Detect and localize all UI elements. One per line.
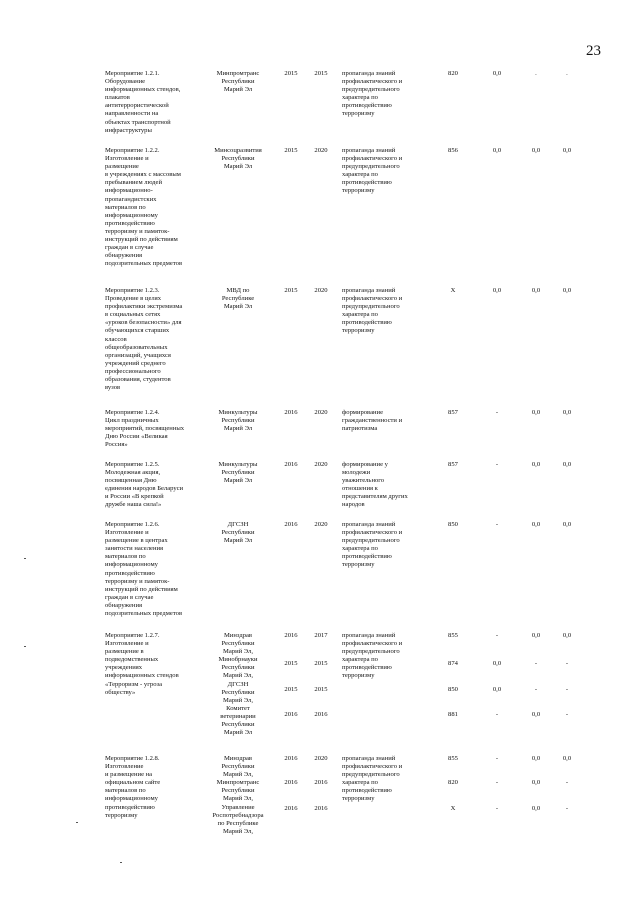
text-line: терроризму [342, 795, 375, 803]
text-line: гражданственности и [342, 417, 403, 425]
text-line: профилактического и [342, 529, 403, 537]
text-line: Марий Эл, [223, 771, 253, 779]
text-line: Цикл праздничных [105, 417, 159, 425]
text-line: размещение в [105, 648, 144, 656]
value-cell: 0,0 [531, 147, 541, 154]
text-line: профилактического и [342, 295, 403, 303]
value-cell: - [565, 660, 569, 667]
text-line: противодействию [105, 219, 155, 227]
value-cell: 0,0 [562, 521, 572, 528]
text-line: подозрительных предметов [105, 260, 183, 268]
text-line: и России «В крепкой [105, 493, 164, 501]
value-cell: 0,0 [492, 660, 502, 667]
text-line: пропаганда знаний [342, 70, 396, 77]
text-line: Республики [221, 78, 255, 86]
text-line: Мероприятие 1.2.5. [105, 461, 160, 468]
value-cell: - [495, 711, 499, 718]
text-line: мероприятий, посвященных [105, 425, 185, 433]
text-line: материалов по [105, 787, 146, 795]
text-line: Мероприятие 1.2.1. [105, 70, 160, 77]
text-line: информационных стендов [105, 672, 179, 680]
text-line: Мероприятие 1.2.8. [105, 755, 160, 762]
text-line: Марий Эл [223, 477, 253, 485]
text-line: размещение [105, 163, 139, 171]
text-line: граждан в случае [105, 244, 154, 252]
start-year: 2016 [284, 711, 298, 718]
text-line: инструкций по действиям [105, 236, 178, 244]
value-cell: 0,0 [492, 686, 502, 693]
text-line: обнаружения [105, 601, 143, 609]
text-line: характера по [342, 545, 378, 553]
value-cell: 0,0 [531, 521, 541, 528]
text-line: материалов по [105, 203, 146, 211]
end-year: 2017 [314, 632, 328, 639]
text-line: Комитет [226, 704, 250, 712]
text-line: пропаганда знаний [342, 287, 396, 294]
text-line: Роспотребнадзора [212, 811, 264, 819]
value-cell: 820 [448, 70, 458, 77]
text-line: Минздрав [223, 632, 253, 639]
start-year: 2016 [284, 409, 298, 416]
value-cell: 855 [448, 755, 458, 762]
executor-cell [204, 147, 272, 171]
end-year: 2016 [314, 805, 328, 812]
text-line: противодействию [342, 787, 392, 795]
text-line: терроризму [342, 561, 375, 569]
end-year: 2015 [314, 660, 328, 667]
value-cell: 820 [448, 779, 458, 786]
text-line: Управление [221, 803, 255, 811]
text-line: отношения к [342, 485, 378, 493]
text-line: информационному [105, 561, 158, 569]
activity-cell [105, 147, 203, 268]
value-cell: 856 [448, 147, 458, 154]
value-cell: 0,0 [531, 805, 541, 812]
value-cell: - [495, 779, 499, 786]
text-line: посвященная Дню [105, 477, 157, 485]
text-line: профилактики экстремизма [105, 303, 183, 311]
text-line: профилактического и [342, 78, 403, 86]
text-line: информационных стендов, [105, 86, 181, 94]
activity-cell [105, 70, 203, 135]
text-line: обнаружения [105, 252, 143, 260]
text-line: в учреждениях с массовым [105, 171, 181, 179]
value-cell: - [495, 632, 499, 639]
start-year: 2015 [284, 147, 298, 154]
text-line: дружбе наша сила!» [105, 501, 162, 509]
text-line: занятости населения [105, 545, 164, 553]
text-line: противодействию [342, 319, 392, 327]
text-line: в социальных сетях [105, 311, 161, 319]
text-line: терроризму и памяток- [105, 227, 170, 235]
text-line: информационному [105, 211, 158, 219]
end-year: 2016 [314, 711, 328, 718]
executor-cell [204, 70, 272, 94]
text-line: предупредительного [342, 537, 400, 545]
text-line: характера по [342, 779, 378, 787]
text-line: Марий Эл [223, 163, 253, 171]
text-line: плакатов [105, 94, 130, 102]
indicator-cell [342, 632, 422, 681]
text-line: официальном сайте [105, 779, 161, 787]
value-cell: 0,0 [531, 287, 541, 294]
end-year: 2020 [314, 409, 328, 416]
text-line: предупредительного [342, 771, 400, 779]
text-line: Республики [221, 417, 255, 425]
text-line: информационному [105, 795, 158, 803]
text-line: Республики [221, 763, 255, 771]
value-cell: 874 [448, 660, 458, 667]
text-line: Марий Эл, [223, 795, 253, 803]
end-year: 2020 [314, 461, 328, 468]
text-line: предупредительного [342, 163, 400, 171]
value-cell: 0,0 [562, 755, 572, 762]
text-line: противодействию [105, 569, 155, 577]
start-year: 2016 [284, 521, 298, 528]
value-cell: . [535, 70, 537, 77]
value-cell: 0,0 [531, 779, 541, 786]
text-line: ветеринарии [220, 712, 256, 720]
indicator-cell [342, 409, 422, 433]
start-year: 2015 [284, 660, 298, 667]
end-year: 2015 [314, 70, 328, 77]
activity-cell [105, 461, 203, 510]
value-cell: - [565, 779, 569, 786]
text-line: Минкультуры [218, 461, 258, 468]
value-cell: Х [450, 805, 456, 812]
text-line: «Терроризм - угроза [105, 680, 163, 688]
text-line: Марий Эл [223, 86, 253, 94]
value-cell: 0,0 [562, 287, 572, 294]
value-cell: - [495, 461, 499, 468]
text-line: Марий Эл, [223, 696, 253, 704]
text-line: молодежи [342, 469, 371, 477]
text-line: Марий Эл [223, 729, 253, 737]
value-cell: 0,0 [492, 287, 502, 294]
start-year: 2015 [284, 287, 298, 294]
text-line: предупредительного [342, 86, 400, 94]
text-line: Республики [221, 721, 255, 729]
scan-speck [24, 558, 26, 559]
executor-cell [204, 287, 272, 311]
value-cell: - [534, 686, 538, 693]
text-line: Проведение в целях [105, 295, 162, 303]
text-line: обучающихся старших [105, 327, 170, 335]
text-line: Марий Эл [223, 303, 253, 311]
text-line: Марий Эл [223, 425, 253, 433]
activity-cell [105, 409, 203, 449]
text-line: Марий Эл, [223, 672, 253, 680]
start-year: 2016 [284, 779, 298, 786]
indicator-cell [342, 461, 422, 510]
text-line: предупредительного [342, 303, 400, 311]
text-line: характера по [342, 171, 378, 179]
text-line: пропагандистских [105, 195, 157, 203]
text-line: патриотизма [342, 425, 378, 433]
text-line: Изготовление [105, 763, 144, 771]
value-cell: 0,0 [531, 711, 541, 718]
text-line: организаций, учащихся [105, 351, 171, 359]
text-line: представителям других [342, 493, 408, 501]
text-line: Мероприятие 1.2.2. [105, 147, 160, 154]
text-line: ДГСЗН [227, 680, 249, 688]
page-number: 23 [586, 43, 601, 59]
text-line: Мероприятие 1.2.7. [105, 632, 160, 639]
text-line: Марий Эл [223, 537, 253, 545]
text-line: терроризму [342, 672, 375, 680]
value-cell: 857 [448, 461, 458, 468]
value-cell: 850 [448, 686, 458, 693]
text-line: пропаганда знаний [342, 755, 396, 762]
start-year: 2015 [284, 70, 298, 77]
text-line: Марий Эл, [223, 648, 253, 656]
text-line: Оборудование [105, 78, 146, 86]
text-line: профилактического и [342, 640, 403, 648]
text-line: «уроков безопасности» для [105, 319, 182, 327]
text-line: противодействию [105, 803, 155, 811]
text-line: Республики [221, 155, 255, 163]
text-line: Минкультуры [218, 409, 258, 416]
start-year: 2015 [284, 686, 298, 693]
text-line: противодействию [342, 102, 392, 110]
value-cell: - [565, 686, 569, 693]
executor-cell [204, 755, 272, 836]
text-line: формирование у [342, 461, 388, 468]
text-line: единения народов Беларуси [105, 485, 184, 493]
scan-speck [120, 862, 122, 863]
text-line: противодействию [342, 179, 392, 187]
text-line: Минздрав [223, 755, 253, 762]
value-cell: . [566, 70, 568, 77]
text-line: терроризму [342, 110, 375, 118]
text-line: МВД по [226, 287, 250, 294]
value-cell: 0,0 [531, 632, 541, 639]
text-line: терроризму [342, 187, 375, 195]
value-cell: 857 [448, 409, 458, 416]
text-line: классов [105, 335, 127, 343]
text-line: Марий Эл, [223, 827, 253, 835]
text-line: подведомственных [105, 656, 159, 664]
text-line: ДГСЗН [227, 521, 249, 528]
value-cell: 855 [448, 632, 458, 639]
text-line: характера по [342, 311, 378, 319]
text-line: образования, студентов [105, 376, 171, 384]
start-year: 2016 [284, 755, 298, 762]
value-cell: 0,0 [562, 409, 572, 416]
executor-cell [204, 632, 272, 737]
text-line: граждан в случае [105, 593, 154, 601]
end-year: 2015 [314, 686, 328, 693]
text-line: Республике [221, 295, 255, 303]
scan-speck [76, 822, 78, 823]
text-line: Минпромтранс [216, 70, 260, 77]
text-line: обществу» [105, 688, 136, 696]
text-line: народов [342, 501, 365, 509]
value-cell: 0,0 [531, 755, 541, 762]
activity-cell [105, 632, 203, 697]
text-line: Республики [221, 469, 255, 477]
value-cell: - [495, 409, 499, 416]
text-line: противодействию [342, 664, 392, 672]
value-cell: - [495, 755, 499, 762]
text-line: Изготовление и [105, 155, 149, 163]
text-line: Мероприятие 1.2.4. [105, 409, 160, 416]
end-year: 2020 [314, 755, 328, 762]
text-line: профессионального [105, 367, 161, 375]
text-line: вузов [105, 384, 121, 392]
text-line: Республики [221, 787, 255, 795]
text-line: формирование [342, 409, 383, 416]
text-line: общеобразовательных [105, 343, 168, 351]
text-line: профилактического и [342, 763, 403, 771]
text-line: материалов по [105, 553, 146, 561]
start-year: 2016 [284, 805, 298, 812]
end-year: 2020 [314, 521, 328, 528]
text-line: Мероприятие 1.2.3. [105, 287, 160, 294]
text-line: Минобрнауки [218, 656, 258, 664]
text-line: Республики [221, 664, 255, 672]
value-cell: 0,0 [492, 70, 502, 77]
text-line: по Республике [217, 819, 259, 827]
text-line: Минсоцразвития [214, 147, 262, 154]
text-line: учреждениях [105, 664, 143, 672]
text-line: характера по [342, 94, 378, 102]
activity-cell [105, 287, 203, 392]
value-cell: 0,0 [531, 409, 541, 416]
text-line: терроризму [342, 327, 375, 335]
text-line: направленности на [105, 110, 159, 118]
end-year: 2020 [314, 147, 328, 154]
text-line: антитеррористической [105, 102, 169, 110]
text-line: пребыванием людей [105, 179, 162, 187]
text-line: Республики [221, 688, 255, 696]
text-line: терроризму и памяток- [105, 577, 170, 585]
text-line: предупредительного [342, 648, 400, 656]
value-cell: 0,0 [531, 461, 541, 468]
text-line: терроризму [105, 811, 138, 819]
indicator-cell [342, 287, 422, 336]
value-cell: 850 [448, 521, 458, 528]
text-line: Мероприятие 1.2.6. [105, 521, 160, 528]
text-line: Дню России «Великая [105, 433, 168, 441]
scan-speck [24, 646, 26, 647]
start-year: 2016 [284, 632, 298, 639]
end-year: 2020 [314, 287, 328, 294]
text-line: учреждений среднего [105, 359, 166, 367]
end-year: 2016 [314, 779, 328, 786]
text-line: информационно- [105, 187, 153, 195]
value-cell: - [495, 521, 499, 528]
value-cell: 0,0 [562, 147, 572, 154]
text-line: Республики [221, 640, 255, 648]
indicator-cell [342, 521, 422, 570]
text-line: Молодежная акция, [105, 469, 161, 477]
value-cell: - [565, 805, 569, 812]
text-line: Россия» [105, 441, 128, 449]
text-line: Изготовление и [105, 640, 149, 648]
value-cell: 0,0 [562, 632, 572, 639]
value-cell: - [495, 805, 499, 812]
text-line: инфраструктуры [105, 126, 152, 134]
value-cell: 0,0 [492, 147, 502, 154]
text-line: пропаганда знаний [342, 632, 396, 639]
text-line: противодействию [342, 553, 392, 561]
text-line: Изготовление и [105, 529, 149, 537]
text-line: Минпромтранс [216, 779, 260, 787]
text-line: Республики [221, 529, 255, 537]
value-cell: - [565, 711, 569, 718]
text-line: подозрительных предметов [105, 610, 183, 618]
text-line: размещение в центрах [105, 537, 168, 545]
text-line: уважительного [342, 477, 385, 485]
text-line: и размещение на [105, 771, 153, 779]
value-cell: 881 [448, 711, 458, 718]
indicator-cell [342, 755, 422, 804]
value-cell: 0,0 [562, 461, 572, 468]
text-line: пропаганда знаний [342, 521, 396, 528]
text-line: профилактического и [342, 155, 403, 163]
text-line: пропаганда знаний [342, 147, 396, 154]
text-line: объектах транспортной [105, 118, 171, 126]
activity-cell [105, 521, 203, 618]
value-cell: Х [450, 287, 456, 294]
executor-cell [204, 461, 272, 485]
activity-cell [105, 755, 203, 820]
value-cell: - [534, 660, 538, 667]
text-line: инструкций по действиям [105, 585, 178, 593]
indicator-cell [342, 70, 422, 119]
executor-cell [204, 521, 272, 545]
text-line: характера по [342, 656, 378, 664]
start-year: 2016 [284, 461, 298, 468]
executor-cell [204, 409, 272, 433]
indicator-cell [342, 147, 422, 196]
